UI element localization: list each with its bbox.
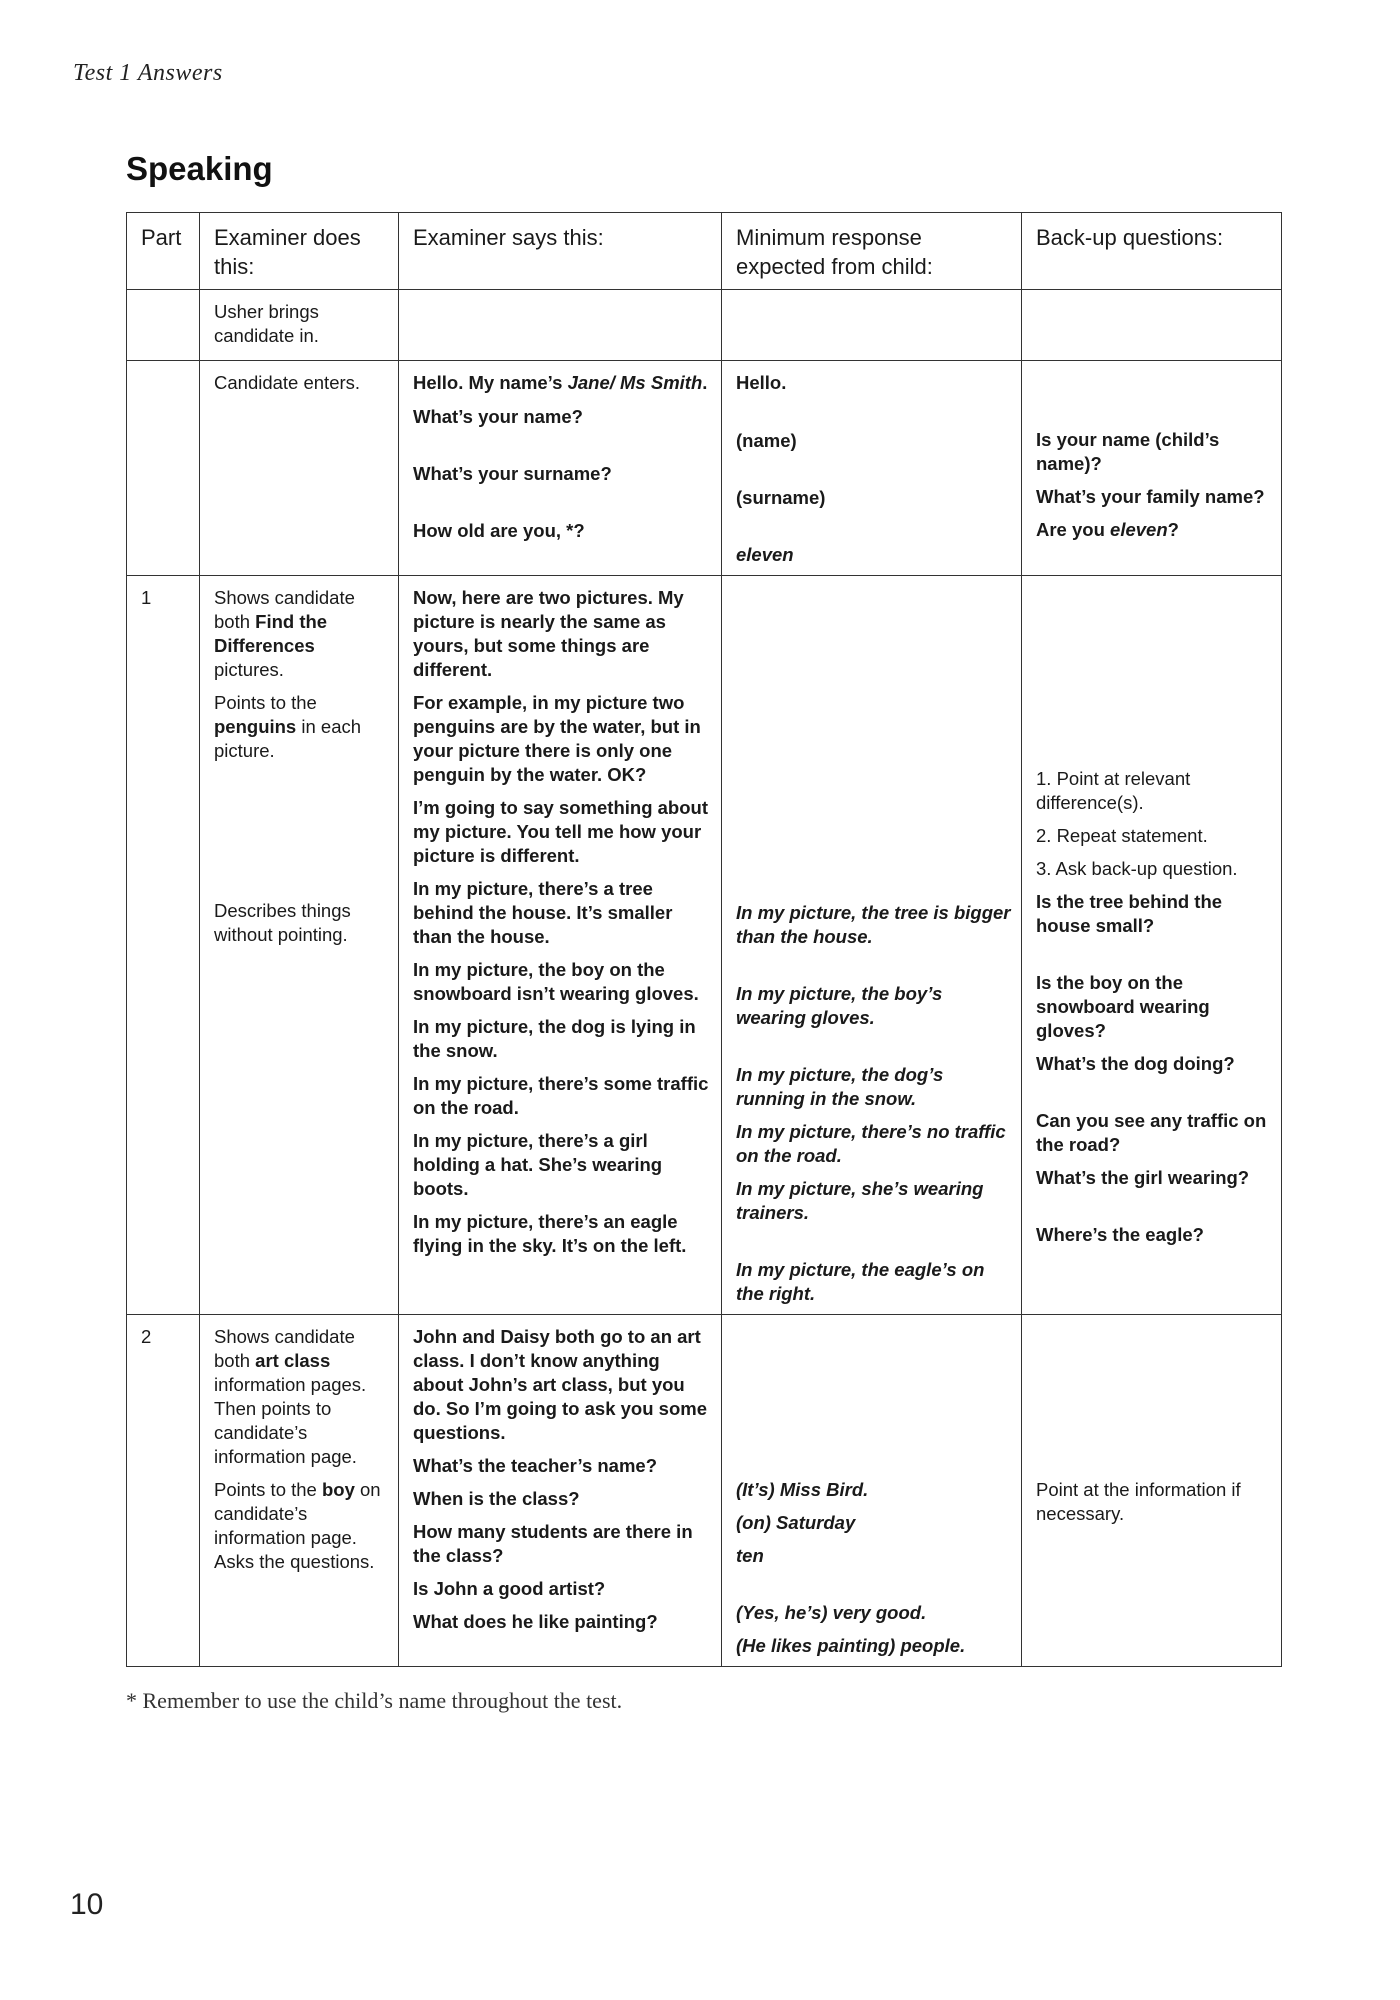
part1-number: 1 [127,576,200,1315]
col-header-backup: Back-up questions: [1022,213,1282,290]
usher-does: Usher brings candidate in. [200,290,399,361]
part1-says: Now, here are two pictures. My picture is nearly the same as yours, but some things are different. For example, in my picture two penguins are by the water, but in your picture there is only one penguin by the water. OK? I’m going to say something about my picture. You tell me how your picture is different. In my picture, there’s a tree behind the house. It’s smaller than the house. In my picture, the boy on the snowboard isn’t wearing gloves. In my picture, the dog is lying in the snow. In my picture, there’s some traffic on the road. In my picture, there’s a girl holding a hat. She’s wearing boots. In my picture, there’s an eagle flying in the sky. It’s on the left. [399,576,722,1315]
running-header: Test 1 Answers [73,60,223,86]
part1-backup: 1. Point at relevant difference(s). 2. Repeat statement. 3. Ask back-up question. Is the tree behind the house small? Is the boy on the snowboard wearing gloves? What’s the dog doing? Can you see any traffic on the road? What’s the girl wearing? Where’s the eagle? [1022,576,1282,1315]
table-row-part1 [127,576,1282,1315]
part2-does: Shows candidate both art class information pages. Then points to candidate’s information page. Points to the boy on candidate’s information page. Asks the questions. [200,1315,399,1667]
intro-does: Candidate enters. [200,361,399,576]
table-row-usher [127,290,1282,361]
col-header-part: Part [127,213,200,290]
part1-response: In my picture, the tree is bigger than the house. In my picture, the boy’s wearing gloves. In my picture, the dog’s running in the snow. In my picture, there’s no traffic on the road. In my picture, she’s wearing trainers. In my picture, the eagle’s on the right. [722,576,1022,1315]
intro-says: Hello. My name’s Jane/ Ms Smith. What’s your name? What’s your surname? How old are you, *? [399,361,722,576]
table-row-part2 [127,1315,1282,1667]
col-header-response: Minimum response expected from child: [722,213,1022,290]
col-header-does: Examiner does this: [200,213,399,290]
part2-says: John and Daisy both go to an art class. I don’t know anything about John’s art class, but you do. So I’m going to ask you some questions. What’s the teacher’s name? When is the class? How many students are there in the class? Is John a good artist? What does he like painting? [399,1315,722,1667]
part1-does: Shows candidate both Find the Differences pictures. Points to the penguins in each picture. Describes things without pointing. [200,576,399,1315]
table-row-intro [127,361,1282,576]
part2-response: (It’s) Miss Bird. (on) Saturday ten (Yes, he’s) very good. (He likes painting) people. [722,1315,1022,1667]
speaking-table [126,212,1282,1667]
page-number: 10 [70,1888,104,1921]
part2-number: 2 [127,1315,200,1667]
table-header-row [127,213,1282,290]
section-title: Speaking [126,150,273,187]
footnote: * Remember to use the child’s name throughout the test. [126,1688,623,1713]
intro-response: Hello. (name) (surname) eleven [722,361,1022,576]
part2-backup: Point at the information if necessary. [1022,1315,1282,1667]
intro-backup: Is your name (child’s name)? What’s your family name? Are you eleven? [1022,361,1282,576]
col-header-says: Examiner says this: [399,213,722,290]
